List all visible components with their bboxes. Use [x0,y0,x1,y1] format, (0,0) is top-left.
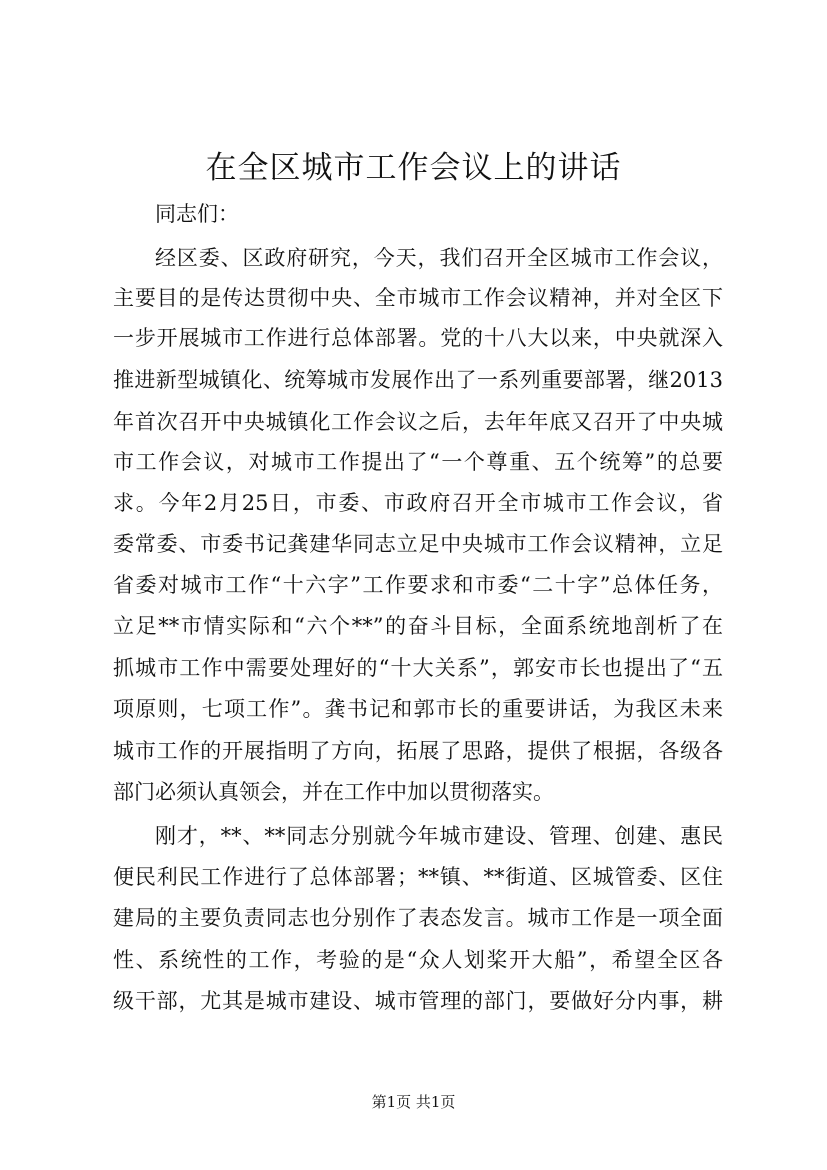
paragraph-line: 省委对城市工作“十六字”工作要求和市委“二十字”总体任务， [113,573,723,597]
paragraph-line: 市工作会议，对城市工作提出了“一个尊重、五个统筹”的总要 [113,450,723,474]
paragraph-line: 经区委、区政府研究，今天，我们召开全区城市工作会议， [155,246,723,270]
paragraph-line: 主要目的是传达贯彻中央、全市城市工作会议精神，并对全区下 [113,286,723,310]
paragraph-line: 部门必须认真领会，并在工作中加以贯彻落实。 [113,780,554,804]
paragraph-line: 城市工作的开展指明了方向，拓展了思路，提供了根据，各级各 [113,739,723,763]
paragraph-line: 便民利民工作进行了总体部署；**镇、**街道、区城管委、区住 [113,865,723,889]
paragraph-line: 建局的主要负责同志也分别作了表态发言。城市工作是一项全面 [113,906,723,930]
paragraph-line: 项原则，七项工作”。龚书记和郭市长的重要讲话，为我区未来 [113,697,723,721]
paragraph-line: 刚才，**、**同志分别就今年城市建设、管理、创建、惠民 [155,824,723,848]
paragraph-line: 求。今年2月25日，市委、市政府召开全市城市工作会议，省 [113,491,723,515]
paragraph-line: 抓城市工作中需要处理好的“十大关系”，郭安市长也提出了“五 [113,656,723,680]
paragraph-line: 级干部，尤其是城市建设、城市管理的部门，要做好分内事，耕 [113,989,723,1013]
paragraph-line: 性、系统性的工作，考验的是“众人划桨开大船”，希望全区各 [113,948,723,972]
paragraph-line: 委常委、市委书记龚建华同志立足中央城市工作会议精神，立足 [113,532,723,556]
paragraph-line: 一步开展城市工作进行总体部署。党的十八大以来，中央就深入 [113,326,723,350]
paragraph-line: 推进新型城镇化、统筹城市发展作出了一系列重要部署，继2013 [113,368,723,392]
paragraph-line: 立足**市情实际和“六个**”的奋斗目标，全面系统地剖析了在 [113,614,723,638]
page-title: 在全区城市工作会议上的讲话 [205,150,622,186]
paragraph-line: 年首次召开中央城镇化工作会议之后，去年年底又召开了中央城 [113,410,723,434]
page-footer: 第1页 共1页 [371,1093,456,1111]
salutation: 同志们： [155,202,239,226]
